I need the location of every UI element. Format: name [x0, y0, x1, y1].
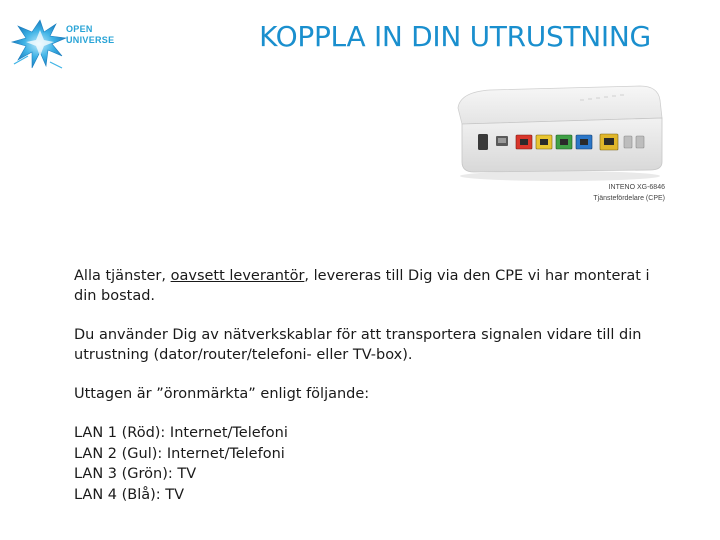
paragraph-services: [74, 266, 674, 306]
lan-port-item: LAN 1 (Röd): Internet/Telefoni: [74, 425, 288, 441]
lan-port-list: [74, 423, 674, 505]
paragraph-cables: Du använder Dig av nätverkskablar för att transportera signalen vidare till din utrustning (dator/router/telefoni- eller TV-box).: [74, 327, 642, 363]
paragraph-ports-intro: Uttagen är ”öronmärkta” enligt följande:: [74, 386, 370, 402]
page-title: KOPPLA IN DIN UTRUSTNING: [259, 20, 651, 53]
router-caption: [560, 182, 665, 204]
open-universe-logo: [10, 12, 128, 74]
paragraph-services-end: , levereras till Dig via den CPE vi har monterat i din bostad.: [74, 268, 650, 304]
paragraph-services-start: Alla tjänster,: [74, 268, 171, 284]
underlined-phrase: oavsett leverantör: [170, 268, 305, 284]
router-image: [450, 78, 665, 183]
router-description: Tjänstefördelare (CPE): [593, 195, 665, 202]
router-illustration: [450, 78, 665, 183]
lan-port-item: LAN 4 (Blå): TV: [74, 486, 185, 503]
logo-wordmark: [66, 24, 114, 46]
lan-port-item: LAN 2 (Gul): Internet/Telefoni: [74, 445, 285, 462]
lan-port-item: LAN 3 (Grön): TV: [74, 466, 197, 482]
logo-line-open: OPEN: [66, 24, 93, 34]
router-model: INTENO XG-6846: [608, 184, 665, 191]
splash-logo-graphic: [10, 12, 70, 74]
logo-line-universe: UNIVERSE: [66, 35, 115, 45]
content-body: [74, 266, 674, 505]
